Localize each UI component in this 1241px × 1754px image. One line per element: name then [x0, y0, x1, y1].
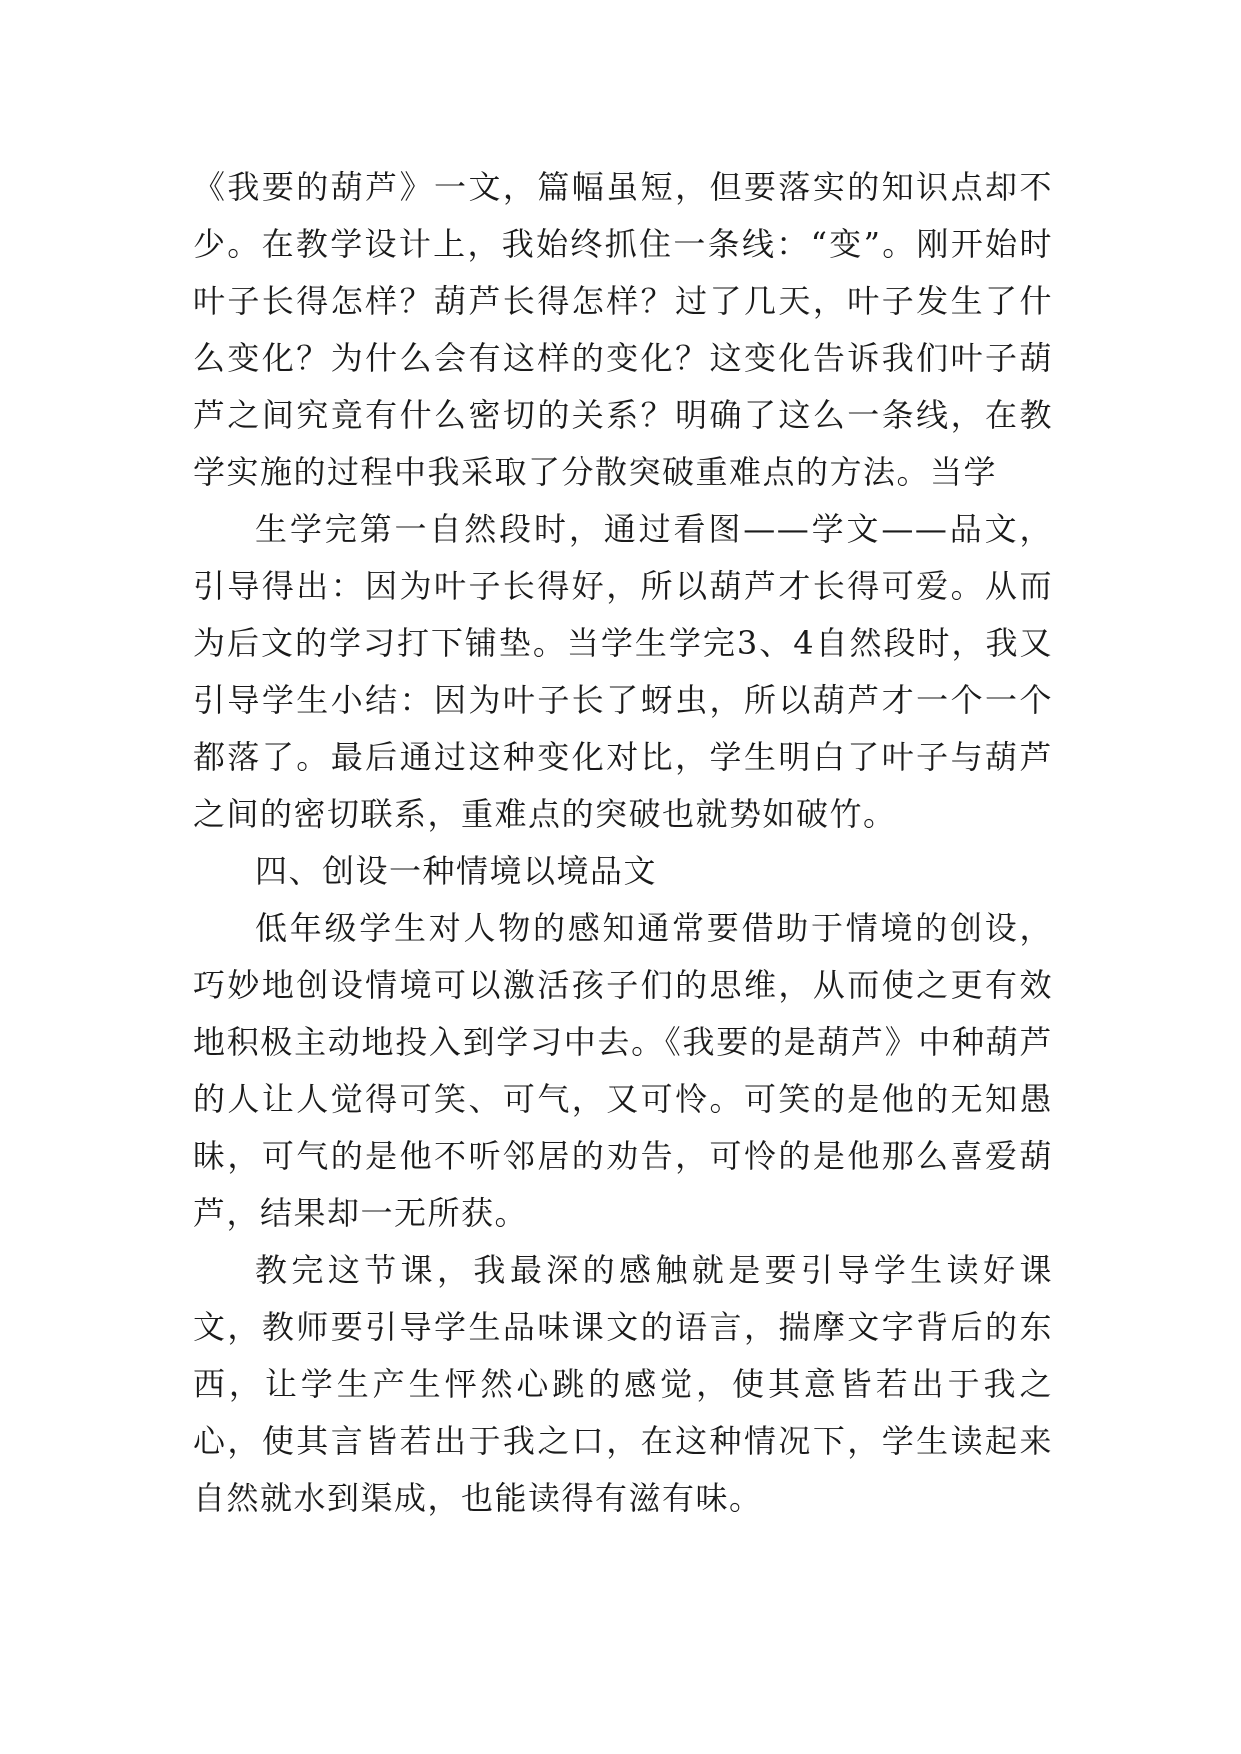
paragraph-3: 低年级学生对人物的感知通常要借助于情境的创设，巧妙地创设情境可以激活孩子们的思维，从而使之更有效地积极主动地投入到学习中去。《我要的是葫芦》中种葫芦的人让人觉得可笑、可气，又可怜。可笑的是他的无知愚昧，可气的是他不听邻居的劝告，可怜的是他那么喜爱葫芦，结果却一无所获。 [193, 909, 1053, 1232]
paragraph-4: 教完这节课，我最深的感触就是要引导学生读好课文，教师要引导学生品味课文的语言，揣摩文字背后的东西，让学生产生怦然心跳的感觉，使其意皆若出于我之心，使其言皆若出于我之口，在这种情况下，学生读起来自然就水到渠成，也能读得有滋有味。 [193, 1251, 1053, 1517]
document-body [193, 159, 1053, 1527]
paragraph-2: 生学完第一自然段时，通过看图——学文——品文，引导得出：因为叶子长得好，所以葫芦才长得可爱。从而为后文的学习打下铺垫。当学生学完3、4自然段时，我又引导学生小结：因为叶子长了蚜虫，所以葫芦才一个一个都落了。最后通过这种变化对比，学生明白了叶子与葫芦之间的密切联系，重难点的突破也就势如破竹。 [193, 510, 1053, 833]
section-heading-4: 四、创设一种情境以境品文 [255, 852, 658, 890]
paragraph-1: 《我要的葫芦》一文，篇幅虽短，但要落实的知识点却不少。在教学设计上，我始终抓住一条线：“变”。刚开始时叶子长得怎样？葫芦长得怎样？过了几天，叶子发生了什么变化？为什么会有这样的变化？这变化告诉我们叶子葫芦之间究竟有什么密切的关系？明确了这么一条线，在教学实施的过程中我采取了分散突破重难点的方法。当学 [193, 168, 1053, 491]
